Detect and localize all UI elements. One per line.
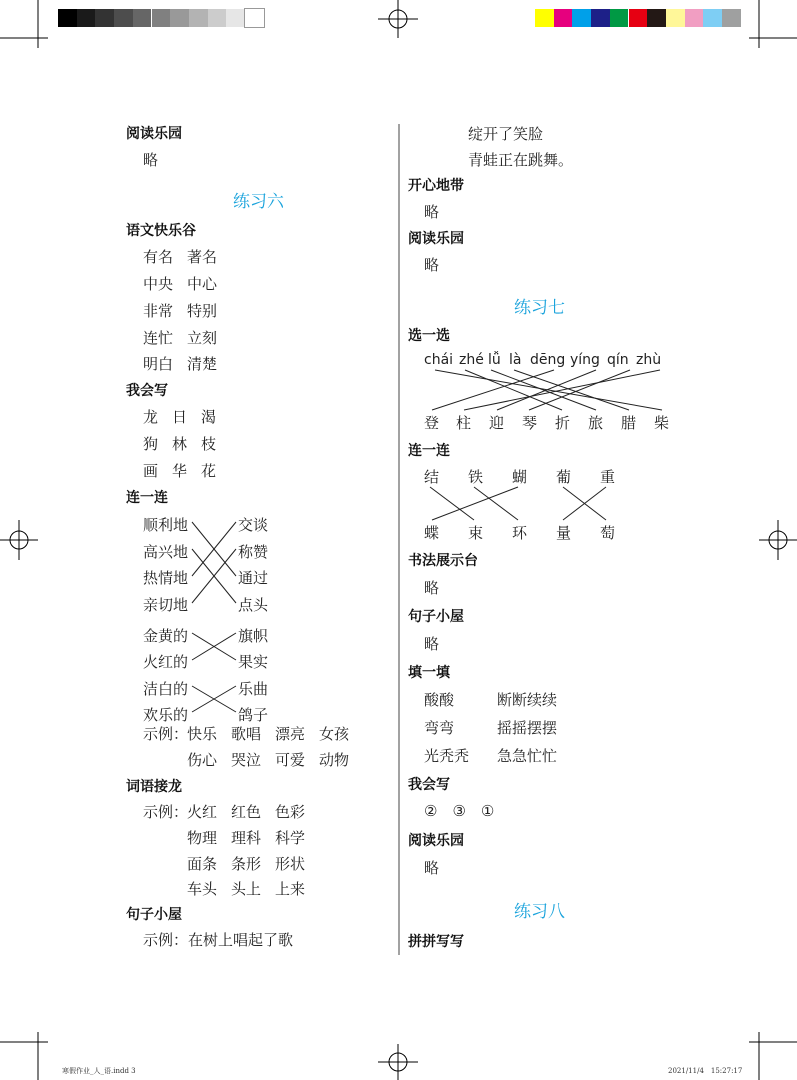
section-heading: 书法展示台 [408,553,478,569]
match-top-item: 重 [600,468,616,486]
character-item: 旅 [588,414,604,432]
answer-text: 略 [424,203,440,221]
match-top-item: 铁 [468,468,484,486]
example-word: 可爱 [275,751,306,769]
pinyin-item: zhù [636,352,662,368]
match-top-item: 蝴 [512,468,528,486]
slug-filename: 寒假作业_人_语.indd 3 [62,1067,136,1075]
chain-word: 条形 [231,855,262,873]
chain-word: 色彩 [275,803,306,821]
character-item: 狗 [143,435,159,453]
match-right-item: 点头 [238,596,269,614]
answer-text: 略 [424,256,440,274]
character-item: 柱 [456,414,472,432]
match-right-item: 乐曲 [238,680,269,698]
section-heading: 词语接龙 [126,779,182,795]
lesson-title: 练习八 [514,902,565,922]
example-word: 漂亮 [275,725,306,743]
pinyin-item: là [509,352,522,368]
match-top-item: 葡 [556,468,572,486]
match-left-item: 高兴地 [143,543,189,561]
section-heading: 选一选 [408,328,450,344]
match-right-item: 交谈 [238,516,269,534]
example-word: 伤心 [187,751,218,769]
character-item: 腊 [621,414,637,432]
example-word: 歌唱 [231,725,262,743]
character-item: 林 [172,435,188,453]
answer-text: 绽开了笑脸 [468,125,544,143]
match-left-item: 热情地 [143,569,189,587]
pinyin-item: dēng [530,352,566,368]
answer-text: 略 [424,579,440,597]
pinyin-item: qín [607,352,629,368]
chain-word: 科学 [275,829,306,847]
match-bottom-item: 环 [512,524,528,542]
section-heading: 阅读乐园 [408,833,464,849]
match-left-item: 金黄的 [143,627,189,645]
chain-word: 车头 [187,880,218,898]
chain-word: 面条 [187,855,218,873]
section-heading: 拼拼写写 [408,934,464,950]
fill-answer: 急急忙忙 [497,747,558,765]
chain-word: 上来 [275,880,306,898]
example-word: 哭泣 [231,751,262,769]
section-heading: 阅读乐园 [126,126,182,142]
match-top-item: 结 [424,468,440,486]
word-pair-item: 清楚 [187,355,218,373]
example-label: 示例： [143,803,189,821]
match-left-item: 顺利地 [143,516,189,534]
chain-word: 火红 [187,803,218,821]
character-item: 花 [201,462,217,480]
example-word: 快乐 [187,725,218,743]
match-right-item: 称赞 [238,543,269,561]
answer-text: ② ③ ① [424,802,495,820]
word-pair-item: 立刻 [187,329,218,347]
section-heading: 语文快乐谷 [126,223,196,239]
example-sentence: 示例：在树上唱起了歌 [143,931,294,949]
chain-word: 物理 [187,829,218,847]
fill-answer: 光秃秃 [424,747,470,765]
example-word: 动物 [319,751,350,769]
word-pair-item: 非常 [143,302,174,320]
section-heading: 连一连 [408,443,450,459]
character-item: 龙 [143,408,159,426]
match-right-item: 鸽子 [238,706,269,724]
fill-answer: 断断续续 [497,691,558,709]
answer-text: 略 [424,859,440,877]
character-item: 登 [424,414,440,432]
match-left-item: 火红的 [143,653,189,671]
fill-answer: 弯弯 [424,719,455,737]
chain-word: 形状 [275,855,306,873]
section-heading: 句子小屋 [126,907,182,923]
pinyin-item: zhé [459,352,484,368]
match-right-item: 通过 [238,569,269,587]
answer-text: 青蛙正在跳舞。 [468,151,574,169]
fill-answer: 摇摇摆摆 [497,719,558,737]
section-heading: 填一填 [408,665,450,681]
match-bottom-item: 蝶 [424,524,440,542]
chain-word: 理科 [231,829,262,847]
match-bottom-item: 量 [556,524,572,542]
chain-word: 红色 [231,803,262,821]
character-item: 折 [555,414,571,432]
character-item: 琴 [522,414,538,432]
word-pair-item: 著名 [187,248,218,266]
character-item: 枝 [201,435,217,453]
chain-word: 头上 [231,880,262,898]
match-right-item: 果实 [238,653,269,671]
example-word: 女孩 [319,725,350,743]
slug-timestamp: 2021/11/4 15:27:17 [668,1067,743,1075]
word-pair-item: 明白 [143,355,174,373]
lesson-title: 练习七 [514,298,565,318]
section-heading: 句子小屋 [408,609,464,625]
section-heading: 我会写 [408,777,450,793]
section-heading: 阅读乐园 [408,231,464,247]
match-left-item: 洁白的 [143,680,189,698]
answer-text: 略 [424,635,440,653]
character-item: 柴 [654,414,670,432]
character-item: 华 [172,462,188,480]
word-pair-item: 中央 [143,275,174,293]
example-label: 示例： [143,725,189,743]
character-item: 画 [143,462,159,480]
pinyin-item: lǚ [488,352,501,368]
answer-text: 略 [143,151,159,169]
match-right-item: 旗帜 [238,627,269,645]
match-bottom-item: 萄 [600,524,616,542]
word-pair-item: 中心 [187,275,218,293]
section-heading: 我会写 [126,383,168,399]
word-pair-item: 连忙 [143,329,174,347]
character-item: 迎 [489,414,505,432]
character-item: 渴 [201,408,217,426]
section-heading: 连一连 [126,490,168,506]
character-item: 日 [172,408,188,426]
word-pair-item: 有名 [143,248,174,266]
section-heading: 开心地带 [408,178,464,194]
pinyin-item: chái [424,352,454,368]
lesson-title: 练习六 [233,192,284,212]
pinyin-item: yíng [570,352,600,368]
fill-answer: 酸酸 [424,691,455,709]
match-bottom-item: 束 [468,524,484,542]
match-left-item: 欢乐的 [143,706,189,724]
word-pair-item: 特别 [187,302,218,320]
match-left-item: 亲切地 [143,596,189,614]
